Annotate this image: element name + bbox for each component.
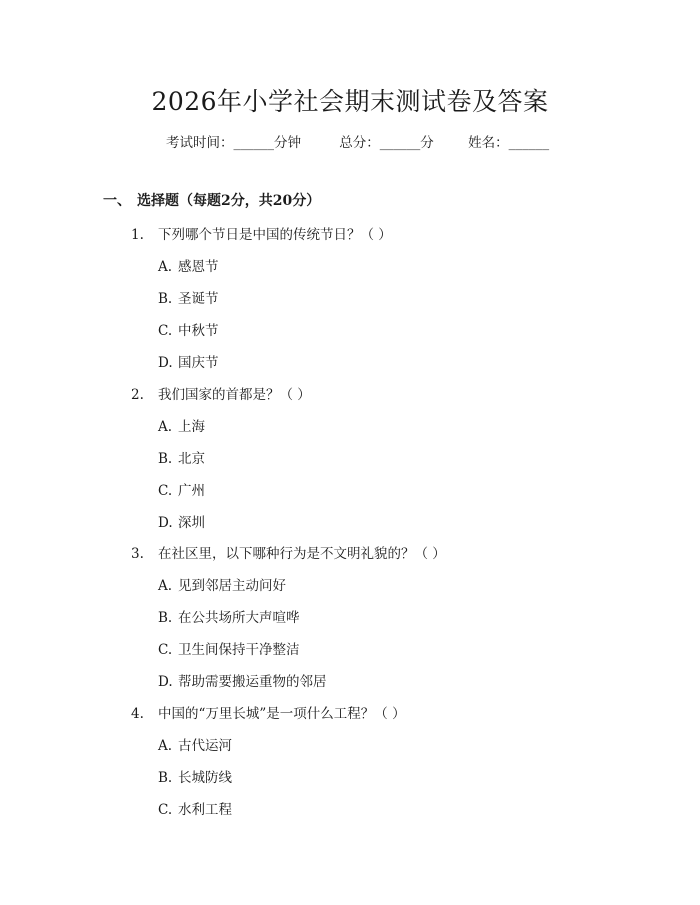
option-letter: D. [158,355,173,371]
option-letter: A. [158,578,173,594]
option-text: 广州 [178,483,205,499]
option-text: 上海 [178,419,205,435]
option-2c [158,479,205,499]
option-text: 深圳 [178,515,205,531]
option-letter: A. [158,259,173,275]
option-text: 帮助需要搬运重物的邻居 [178,674,327,690]
name-field: 姓名：______ [468,135,550,151]
question-2 [131,383,311,403]
option-text: 在公共场所大声喧哗 [178,610,300,626]
option-text: 卫生间保持干净整洁 [178,642,300,658]
option-3b [158,606,300,626]
option-text: 水利工程 [178,802,232,818]
option-letter: C. [158,483,173,499]
option-letter: A. [158,738,173,754]
option-text: 圣诞节 [178,291,219,307]
option-4a [158,734,232,754]
option-4c [158,798,232,818]
exam-info-line [166,131,549,151]
question-text: 下列哪个节日是中国的传统节日？（ ） [158,227,392,243]
option-1a [158,255,219,275]
option-letter: C. [158,802,173,818]
option-text: 感恩节 [178,259,219,275]
option-2d [158,511,205,531]
option-text: 北京 [178,451,205,467]
option-4b [158,766,232,786]
question-number: 2. [131,387,144,403]
option-3a [158,574,286,594]
question-number: 3. [131,546,144,562]
option-text: 长城防线 [178,770,232,786]
option-1d [158,351,219,371]
question-4 [131,702,406,722]
option-1b [158,287,219,307]
option-letter: B. [158,451,173,467]
section-number: 一、 [103,193,131,209]
option-text: 古代运河 [178,738,232,754]
option-1c [158,319,219,339]
option-text: 中秋节 [178,323,219,339]
question-number: 1. [131,227,144,243]
option-2b [158,447,205,467]
question-number: 4. [131,706,144,722]
page-title: 2026年小学社会期末测试卷及答案 [151,87,549,116]
question-text: 中国的“万里长城”是一项什么工程？（ ） [158,706,406,722]
option-letter: B. [158,291,173,307]
section-title: 选择题（每题2分，共20分） [137,193,321,209]
option-text: 见到邻居主动问好 [178,578,286,594]
option-letter: C. [158,642,173,658]
question-text: 我们国家的首都是？（ ） [158,387,311,403]
question-3 [131,542,446,562]
exam-time-field: 考试时间：______分钟 [166,135,301,151]
option-letter: C. [158,323,173,339]
option-text: 国庆节 [178,355,219,371]
question-text: 在社区里，以下哪种行为是不文明礼貌的？（ ） [158,546,446,562]
option-letter: D. [158,674,173,690]
option-2a [158,415,205,435]
option-letter: D. [158,515,173,531]
total-score-field: 总分：______分 [339,135,434,151]
section-heading [103,190,320,210]
option-letter: A. [158,419,173,435]
option-letter: B. [158,770,173,786]
question-1 [131,223,392,243]
option-letter: B. [158,610,173,626]
option-3d [158,670,327,690]
option-3c [158,638,300,658]
